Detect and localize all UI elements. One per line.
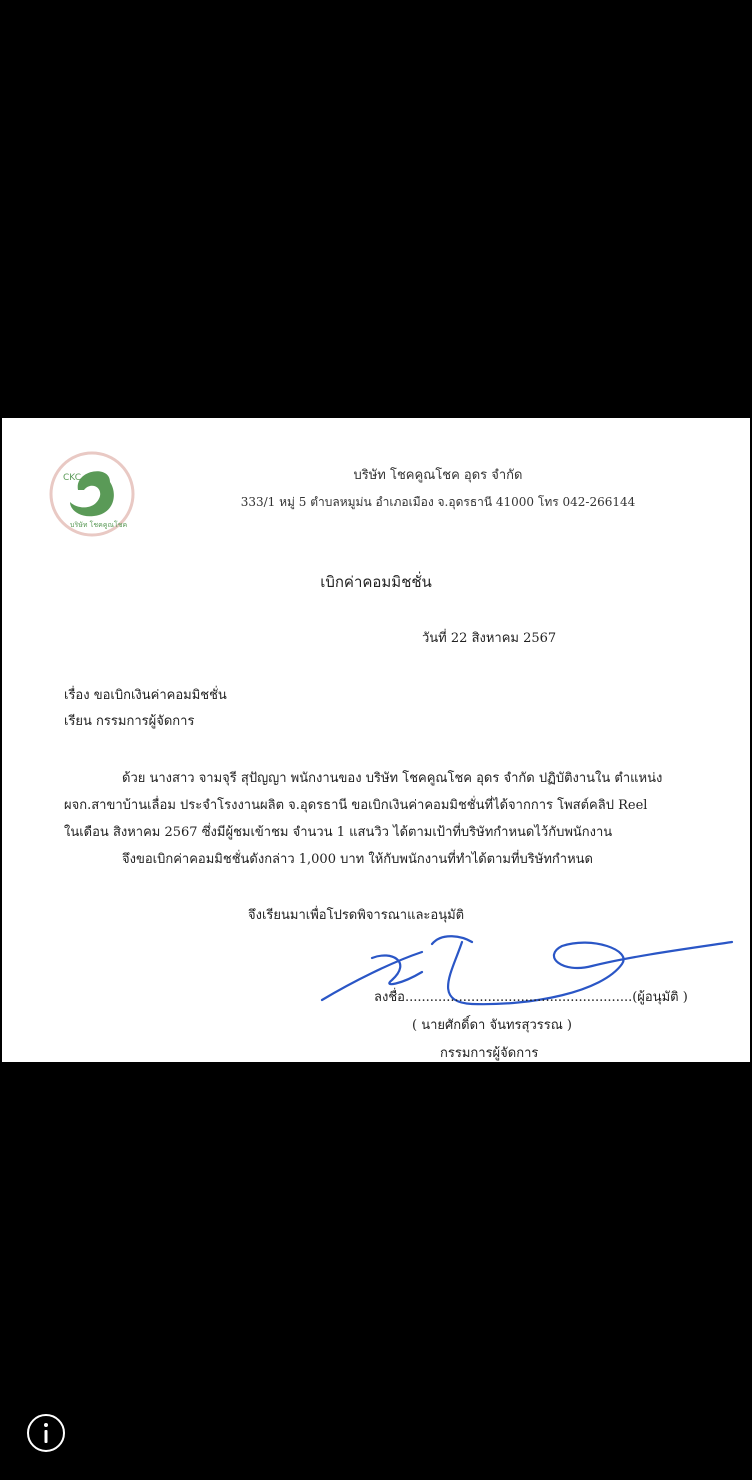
sign-line: ลงชื่อ.......................................................(ผู้อนุมัติ ) xyxy=(374,990,688,1005)
body-line-1: ด้วย นางสาว จามจุรี สุปัญญา พนักงานของ บริษัท โชคคูณโชค อุดร จำกัด ปฏิบัติงานใน ตำแหน่ง xyxy=(122,771,663,786)
document-date: วันที่ 22 สิงหาคม 2567 xyxy=(422,631,557,646)
svg-text:บริษัท โชคคูณโชค: บริษัท โชคคูณโชค xyxy=(70,521,128,529)
company-address: 333/1 หมู่ 5 ตำบลหมูม่น อำเภอเมือง จ.อุดรธานี 41000 โทร 042-266144 xyxy=(240,495,636,509)
document-title: เบิกค่าคอมมิชชั่น xyxy=(320,573,432,591)
svg-text:CKC: CKC xyxy=(63,473,81,483)
recipient-line: เรียน กรรมการผู้จัดการ xyxy=(64,714,195,729)
body-line-2: ผจก.สาขาบ้านเลื่อม ประจำโรงงานผลิต จ.อุดรธานี ขอเบิกเงินค่าคอมมิชชั่นที่ได้จากการ โพสต์คลิป Reel xyxy=(64,798,648,813)
closing-line: จึงเรียนมาเพื่อโปรดพิจารณาและอนุมัติ xyxy=(248,908,465,923)
signer-position: กรรมการผู้จัดการ xyxy=(440,1046,539,1061)
subject-line: เรื่อง ขอเบิกเงินค่าคอมมิชชั่น xyxy=(64,688,227,703)
document-page xyxy=(2,418,750,1062)
body-line-3: ในเดือน สิงหาคม 2567 ซึ่งมีผู้ชมเข้าชม จำนวน 1 แสนวิว ได้ตามเป้าที่บริษัทกำหนดไว้กับพนักงาน xyxy=(64,825,613,840)
info-icon[interactable] xyxy=(26,1413,66,1453)
body-line-4: จึงขอเบิกค่าคอมมิชชั่นดังกล่าว 1,000 บาท ให้กับพนักงานที่ทำได้ตามที่บริษัทกำหนด xyxy=(122,852,594,867)
company-name: บริษัท โชคคูณโชค อุดร จำกัด xyxy=(353,468,523,483)
signer-name: ( นายศักดิ์ดา จันทรสุวรรณ ) xyxy=(412,1018,572,1033)
